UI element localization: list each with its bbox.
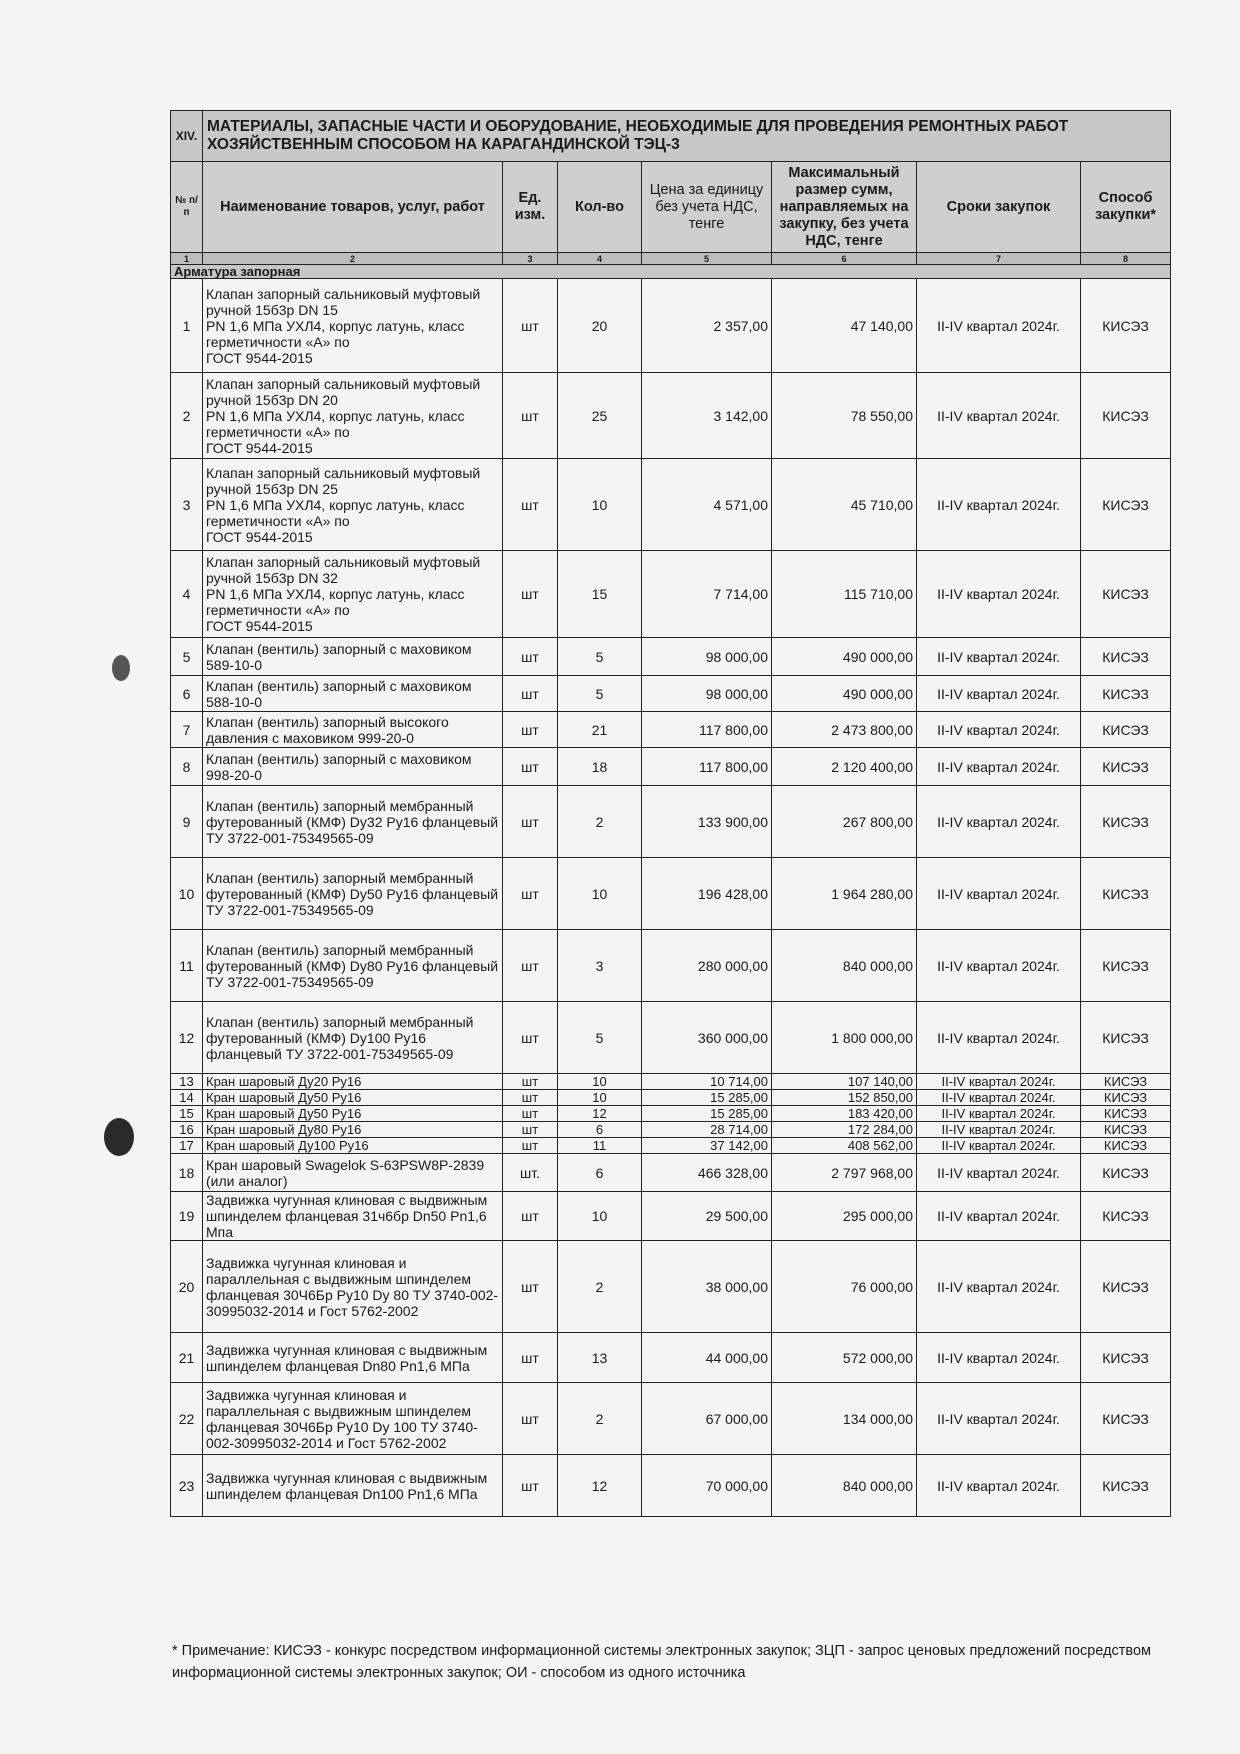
cell-sum: 2 120 400,00 [772,748,917,786]
cell-sum: 76 000,00 [772,1241,917,1333]
col-header-name: Наименование товаров, услуг, работ [203,162,503,253]
table-row [171,1192,1171,1241]
col-header-sum: Максимальный размер сумм, направляемых на закупку, без учета НДС, тенге [772,162,917,253]
cell-sum: 115 710,00 [772,551,917,638]
cell-price: 466 328,00 [642,1154,772,1192]
cell-method: КИСЭЗ [1081,1383,1171,1455]
cell-n: 2 [171,373,203,459]
cell-qty: 12 [558,1455,642,1517]
cell-sum: 78 550,00 [772,373,917,459]
table-row [171,551,1171,638]
cell-term: II-IV квартал 2024г. [917,1122,1081,1138]
cell-name: Клапан (вентиль) запорный с маховиком 588-10-0 [203,676,503,712]
cell-term: II-IV квартал 2024г. [917,1002,1081,1074]
cell-method: КИСЭЗ [1081,1002,1171,1074]
punch-hole [104,1118,134,1156]
cell-name: Клапан запорный сальниковый муфтовый ручной 15б3р DN 20 PN 1,6 МПа УХЛ4, корпус латунь, класс герметичности «А» по ГОСТ 9544-2015 [203,373,503,459]
cell-term: II-IV квартал 2024г. [917,676,1081,712]
cell-n: 5 [171,638,203,676]
cell-term: II-IV квартал 2024г. [917,1455,1081,1517]
cell-qty: 5 [558,676,642,712]
cell-sum: 572 000,00 [772,1333,917,1383]
cell-n: 8 [171,748,203,786]
cell-qty: 21 [558,712,642,748]
section-number: XIV. [171,111,203,162]
cell-method: КИСЭЗ [1081,1333,1171,1383]
cell-qty: 2 [558,1383,642,1455]
table-row [171,1002,1171,1074]
cell-term: II-IV квартал 2024г. [917,1090,1081,1106]
cell-term: II-IV квартал 2024г. [917,1383,1081,1455]
cell-method: КИСЭЗ [1081,1138,1171,1154]
table-row [171,1383,1171,1455]
cell-n: 3 [171,459,203,551]
cell-term: II-IV квартал 2024г. [917,930,1081,1002]
table-row [171,1074,1171,1090]
col-header-method: Способ закупки* [1081,162,1171,253]
cell-n: 1 [171,279,203,373]
col-header-qty: Кол-во [558,162,642,253]
cell-sum: 152 850,00 [772,1090,917,1106]
col-number: 1 [171,253,203,265]
section-title: МАТЕРИАЛЫ, ЗАПАСНЫЕ ЧАСТИ И ОБОРУДОВАНИЕ, НЕОБХОДИМЫЕ ДЛЯ ПРОВЕДЕНИЯ РЕМОНТНЫХ РАБОТ ХОЗЯЙСТВЕННЫМ СПОСОБОМ НА КАРАГАНДИНСКОЙ ТЭЦ-3 [203,111,1171,162]
cell-price: 37 142,00 [642,1138,772,1154]
cell-price: 360 000,00 [642,1002,772,1074]
cell-qty: 5 [558,1002,642,1074]
cell-n: 6 [171,676,203,712]
cell-sum: 1 800 000,00 [772,1002,917,1074]
cell-name: Клапан (вентиль) запорный мембранный футерованный (КМФ) Dy32 Py16 фланцевый ТУ 3722-001-75349565-09 [203,786,503,858]
cell-name: Клапан (вентиль) запорный мембранный футерованный (КМФ) Dy100 Py16 фланцевый ТУ 3722-001-75349565-09 [203,1002,503,1074]
cell-price: 3 142,00 [642,373,772,459]
cell-unit: шт [503,1090,558,1106]
table-row [171,1333,1171,1383]
cell-name: Клапан запорный сальниковый муфтовый ручной 15б3р DN 15 PN 1,6 МПа УХЛ4, корпус латунь, класс герметичности «А» по ГОСТ 9544-2015 [203,279,503,373]
cell-price: 117 800,00 [642,748,772,786]
cell-price: 133 900,00 [642,786,772,858]
cell-qty: 10 [558,459,642,551]
cell-name: Кран шаровый Ду100 Ру16 [203,1138,503,1154]
cell-qty: 3 [558,930,642,1002]
cell-price: 10 714,00 [642,1074,772,1090]
cell-price: 117 800,00 [642,712,772,748]
cell-sum: 490 000,00 [772,676,917,712]
col-number: 4 [558,253,642,265]
cell-name: Задвижка чугунная клиновая с выдвижным шпинделем фланцевая Dn100 Pn1,6 МПа [203,1455,503,1517]
cell-qty: 13 [558,1333,642,1383]
cell-method: КИСЭЗ [1081,1241,1171,1333]
cell-qty: 12 [558,1106,642,1122]
cell-name: Кран шаровый Ду20 Ру16 [203,1074,503,1090]
cell-method: КИСЭЗ [1081,1106,1171,1122]
cell-method: КИСЭЗ [1081,748,1171,786]
cell-term: II-IV квартал 2024г. [917,1106,1081,1122]
cell-name: Клапан (вентиль) запорный мембранный футерованный (КМФ) Dy50 Py16 фланцевый ТУ 3722-001-75349565-09 [203,858,503,930]
cell-n: 20 [171,1241,203,1333]
table-row [171,1122,1171,1138]
cell-sum: 107 140,00 [772,1074,917,1090]
cell-n: 19 [171,1192,203,1241]
document-page [170,110,1170,1517]
cell-price: 280 000,00 [642,930,772,1002]
cell-name: Клапан (вентиль) запорный с маховиком 998-20-0 [203,748,503,786]
cell-n: 22 [171,1383,203,1455]
cell-price: 4 571,00 [642,459,772,551]
cell-term: II-IV квартал 2024г. [917,748,1081,786]
cell-sum: 47 140,00 [772,279,917,373]
cell-qty: 10 [558,1074,642,1090]
cell-method: КИСЭЗ [1081,930,1171,1002]
cell-name: Кран шаровый Ду50 Ру16 [203,1090,503,1106]
cell-unit: шт [503,373,558,459]
cell-qty: 10 [558,1192,642,1241]
col-number: 2 [203,253,503,265]
col-number: 7 [917,253,1081,265]
cell-unit: шт [503,1138,558,1154]
section-header [171,111,1171,162]
cell-method: КИСЭЗ [1081,1074,1171,1090]
table-row [171,1455,1171,1517]
cell-unit: шт [503,1241,558,1333]
cell-price: 67 000,00 [642,1383,772,1455]
table-row [171,712,1171,748]
cell-unit: шт [503,551,558,638]
cell-method: КИСЭЗ [1081,459,1171,551]
cell-term: II-IV квартал 2024г. [917,1154,1081,1192]
table-row [171,858,1171,930]
cell-sum: 45 710,00 [772,459,917,551]
cell-unit: шт [503,786,558,858]
cell-method: КИСЭЗ [1081,786,1171,858]
cell-n: 14 [171,1090,203,1106]
cell-sum: 295 000,00 [772,1192,917,1241]
cell-method: КИСЭЗ [1081,712,1171,748]
cell-sum: 183 420,00 [772,1106,917,1122]
cell-name: Задвижка чугунная клиновая с выдвижным шпинделем фланцевая 31ч6бр Dn50 Pn1,6 Мпа [203,1192,503,1241]
cell-term: II-IV квартал 2024г. [917,373,1081,459]
cell-qty: 10 [558,858,642,930]
table-row [171,748,1171,786]
col-number: 3 [503,253,558,265]
cell-sum: 134 000,00 [772,1383,917,1455]
cell-qty: 5 [558,638,642,676]
cell-n: 16 [171,1122,203,1138]
cell-n: 4 [171,551,203,638]
cell-n: 9 [171,786,203,858]
cell-term: II-IV квартал 2024г. [917,712,1081,748]
cell-price: 98 000,00 [642,638,772,676]
cell-unit: шт [503,1455,558,1517]
cell-n: 10 [171,858,203,930]
col-header-term: Сроки закупок [917,162,1081,253]
cell-price: 38 000,00 [642,1241,772,1333]
cell-n: 17 [171,1138,203,1154]
table-row [171,1106,1171,1122]
cell-qty: 10 [558,1090,642,1106]
cell-price: 7 714,00 [642,551,772,638]
cell-method: КИСЭЗ [1081,1455,1171,1517]
cell-unit: шт [503,638,558,676]
cell-name: Задвижка чугунная клиновая с выдвижным шпинделем фланцевая Dn80 Pn1,6 МПа [203,1333,503,1383]
cell-term: II-IV квартал 2024г. [917,1333,1081,1383]
cell-name: Кран шаровый Ду50 Ру16 [203,1106,503,1122]
cell-name: Клапан (вентиль) запорный с маховиком 589-10-0 [203,638,503,676]
cell-qty: 11 [558,1138,642,1154]
cell-sum: 840 000,00 [772,930,917,1002]
cell-method: КИСЭЗ [1081,676,1171,712]
cell-method: КИСЭЗ [1081,1122,1171,1138]
punch-hole [112,655,130,681]
column-header-row [171,162,1171,253]
cell-method: КИСЭЗ [1081,1192,1171,1241]
cell-sum: 2 473 800,00 [772,712,917,748]
cell-unit: шт [503,459,558,551]
cell-name: Задвижка чугунная клиновая и параллельная с выдвижным шпинделем фланцевая 30Ч6Бр Ру10 Dy 100 ТУ 3740-002-30995032-2014 и Гост 5762-2002 [203,1383,503,1455]
cell-name: Клапан (вентиль) запорный мембранный футерованный (КМФ) Dy80 Py16 фланцевый ТУ 3722-001-75349565-09 [203,930,503,1002]
cell-sum: 490 000,00 [772,638,917,676]
cell-unit: шт [503,1106,558,1122]
cell-n: 15 [171,1106,203,1122]
cell-method: КИСЭЗ [1081,1090,1171,1106]
cell-price: 70 000,00 [642,1455,772,1517]
cell-qty: 2 [558,786,642,858]
cell-unit: шт [503,1122,558,1138]
cell-term: II-IV квартал 2024г. [917,551,1081,638]
cell-n: 23 [171,1455,203,1517]
table-row [171,279,1171,373]
cell-qty: 20 [558,279,642,373]
cell-price: 44 000,00 [642,1333,772,1383]
footnote: * Примечание: КИСЭЗ - конкурс посредством информационной системы электронных закупок; ЗЦП - запрос ценовых предложений посредством информационной системы электронных закупок; ОИ - способом из одного источника [172,1643,1151,1681]
group-title: Арматура запорная [171,265,1171,279]
cell-method: КИСЭЗ [1081,1154,1171,1192]
cell-name: Клапан запорный сальниковый муфтовый ручной 15б3р DN 32 PN 1,6 МПа УХЛ4, корпус латунь, класс герметичности «А» по ГОСТ 9544-2015 [203,551,503,638]
cell-price: 15 285,00 [642,1106,772,1122]
cell-unit: шт [503,1383,558,1455]
cell-unit: шт [503,1074,558,1090]
table-row [171,1154,1171,1192]
cell-name: Кран шаровый Ду80 Ру16 [203,1122,503,1138]
cell-term: II-IV квартал 2024г. [917,1074,1081,1090]
cell-price: 98 000,00 [642,676,772,712]
cell-price: 28 714,00 [642,1122,772,1138]
cell-unit: шт [503,748,558,786]
cell-unit: шт [503,858,558,930]
cell-name: Кран шаровый Swagelok S-63PSW8P-2839 (или аналог) [203,1154,503,1192]
cell-price: 196 428,00 [642,858,772,930]
cell-sum: 267 800,00 [772,786,917,858]
cell-term: II-IV квартал 2024г. [917,786,1081,858]
cell-n: 21 [171,1333,203,1383]
group-row [171,265,1171,279]
cell-qty: 6 [558,1154,642,1192]
cell-n: 13 [171,1074,203,1090]
cell-method: КИСЭЗ [1081,279,1171,373]
cell-term: II-IV квартал 2024г. [917,1138,1081,1154]
procurement-table [170,110,1171,1517]
cell-method: КИСЭЗ [1081,858,1171,930]
cell-qty: 6 [558,1122,642,1138]
cell-price: 2 357,00 [642,279,772,373]
table-row [171,373,1171,459]
column-number-row [171,253,1171,265]
cell-unit: шт [503,1002,558,1074]
table-row [171,676,1171,712]
cell-term: II-IV квартал 2024г. [917,279,1081,373]
cell-method: КИСЭЗ [1081,373,1171,459]
cell-name: Клапан (вентиль) запорный высокого давления с маховиком 999-20-0 [203,712,503,748]
cell-sum: 2 797 968,00 [772,1154,917,1192]
col-number: 5 [642,253,772,265]
cell-price: 29 500,00 [642,1192,772,1241]
cell-unit: шт [503,1192,558,1241]
cell-qty: 15 [558,551,642,638]
cell-unit: шт [503,1333,558,1383]
cell-unit: шт [503,279,558,373]
cell-n: 7 [171,712,203,748]
cell-qty: 2 [558,1241,642,1333]
table-row [171,1241,1171,1333]
col-number: 8 [1081,253,1171,265]
cell-qty: 25 [558,373,642,459]
cell-n: 18 [171,1154,203,1192]
cell-term: II-IV квартал 2024г. [917,1192,1081,1241]
cell-qty: 18 [558,748,642,786]
cell-term: II-IV квартал 2024г. [917,1241,1081,1333]
cell-unit: шт. [503,1154,558,1192]
cell-term: II-IV квартал 2024г. [917,459,1081,551]
col-header-price: Цена за единицу без учета НДС, тенге [642,162,772,253]
table-row [171,930,1171,1002]
cell-n: 11 [171,930,203,1002]
table-row [171,786,1171,858]
cell-sum: 172 284,00 [772,1122,917,1138]
cell-method: КИСЭЗ [1081,638,1171,676]
table-row [171,1090,1171,1106]
cell-name: Клапан запорный сальниковый муфтовый ручной 15б3р DN 25 PN 1,6 МПа УХЛ4, корпус латунь, класс герметичности «А» по ГОСТ 9544-2015 [203,459,503,551]
table-row [171,459,1171,551]
table-row [171,1138,1171,1154]
cell-sum: 1 964 280,00 [772,858,917,930]
cell-name: Задвижка чугунная клиновая и параллельная с выдвижным шпинделем фланцевая 30Ч6Бр Ру10 Dy 80 ТУ 3740-002-30995032-2014 и Гост 5762-2002 [203,1241,503,1333]
col-header-n: № п/п [171,162,203,253]
cell-unit: шт [503,676,558,712]
cell-method: КИСЭЗ [1081,551,1171,638]
col-number: 6 [772,253,917,265]
cell-n: 12 [171,1002,203,1074]
cell-sum: 408 562,00 [772,1138,917,1154]
col-header-unit: Ед. изм. [503,162,558,253]
cell-unit: шт [503,930,558,1002]
table-row [171,638,1171,676]
cell-unit: шт [503,712,558,748]
table-body [171,279,1171,1517]
cell-term: II-IV квартал 2024г. [917,638,1081,676]
cell-term: II-IV квартал 2024г. [917,858,1081,930]
cell-sum: 840 000,00 [772,1455,917,1517]
cell-price: 15 285,00 [642,1090,772,1106]
